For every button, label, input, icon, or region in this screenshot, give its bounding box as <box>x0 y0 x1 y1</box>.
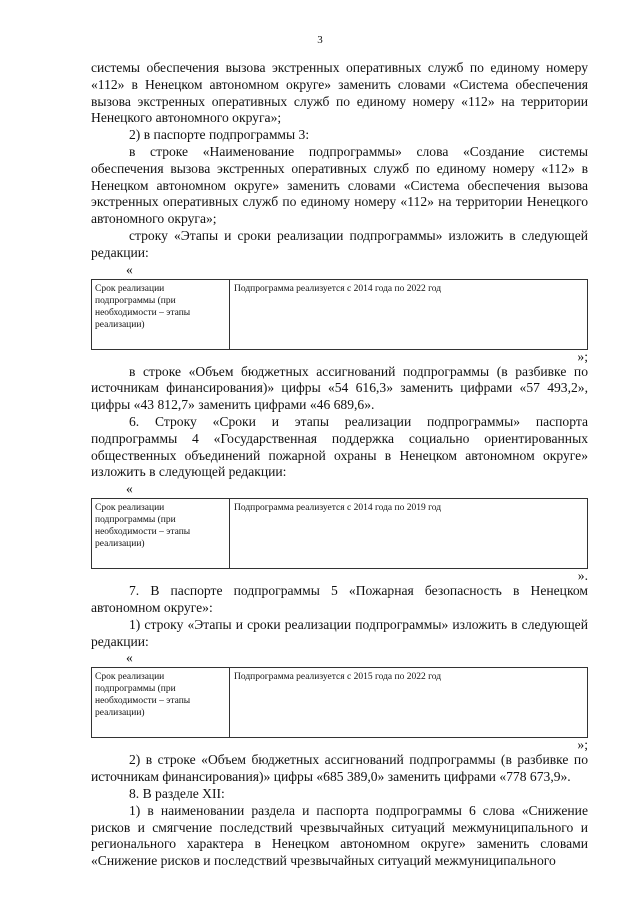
table-label-cell: Срок реализации подпрограммы (при необходимости – этапы реализации) <box>92 668 230 738</box>
table-value-cell: Подпрограмма реализуется с 2014 года по 2022 год <box>230 279 588 349</box>
quote-open-mark: « <box>126 481 133 497</box>
paragraph-item-7-1: 1) строку «Этапы и сроки реализации подпрограммы» изложить в следующей редакции: <box>91 616 588 649</box>
paragraph-item-8-1: 1) в наименовании раздела и паспорта подпрограммы 6 слова «Снижение рисков и смягчение последствий чрезвычайных ситуаций межмуниципального и регионального характера в Ненецком автономном округе» заменить словами «Снижение рисков и последствий чрезвычайных ситуаций межмуниципального <box>91 802 588 869</box>
quote-close-mark: »; <box>577 348 588 364</box>
table-label-cell: Срок реализации подпрограммы (при необходимости – этапы реализации) <box>92 499 230 569</box>
page-number: 3 <box>317 34 323 46</box>
document-body <box>91 60 588 870</box>
table-row <box>92 279 588 349</box>
table-label-cell: Срок реализации подпрограммы (при необходимости – этапы реализации) <box>92 279 230 349</box>
paragraph-item-7: 7. В паспорте подпрограммы 5 «Пожарная безопасность в Ненецком автономном округе»: <box>91 583 588 615</box>
paragraph-stages-row: строку «Этапы и сроки реализации подпрограммы» изложить в следующей редакции: <box>91 227 588 260</box>
quote-close-mark: »; <box>577 737 588 753</box>
paragraph-item-6: 6. Строку «Сроки и этапы реализации подпрограммы» паспорта подпрограммы 4 «Государственная поддержка социально ориентированных общественных объединений пожарной охраны в Ненецком автономном округе» изложить в следующей редакции: <box>91 413 588 480</box>
table-row <box>92 668 588 738</box>
quote-open-mark: « <box>126 261 133 277</box>
paragraph-item-8: 8. В разделе XII: <box>129 785 225 801</box>
timeline-table-2 <box>91 498 588 569</box>
timeline-table-3 <box>91 667 588 738</box>
table-row <box>92 499 588 569</box>
paragraph-item-7-2: 2) в строке «Объем бюджетных ассигнований подпрограммы (в разбивке по источникам финансирования)» цифры «685 389,0» заменить цифрами «778 673,9». <box>91 752 588 785</box>
table-value-cell: Подпрограмма реализуется с 2015 года по 2022 год <box>230 668 588 738</box>
paragraph-continuation: системы обеспечения вызова экстренных оперативных служб по единому номеру «112» в Ненецком автономном округе» заменить словами «Система обеспечения вызова экстренных оперативных служб по единому номеру «112» на территории Ненецкого автономного округа»; <box>91 60 588 126</box>
paragraph-item-2: 2) в паспорте подпрограммы 3: <box>129 127 310 143</box>
paragraph-name-row: в строке «Наименование подпрограммы» слова «Создание системы обеспечения вызова экстренных оперативных служб по единому номеру «112» в Ненецком автономном округе» заменить словами «Система обеспечения вызова экстренных оперативных служб по единому номеру «112» на территории Ненецкого автономного округа»; <box>91 143 588 227</box>
table-value-cell: Подпрограмма реализуется с 2014 года по 2019 год <box>230 499 588 569</box>
quote-close-mark: ». <box>577 568 588 584</box>
quote-open-mark: « <box>126 650 133 666</box>
timeline-table-1 <box>91 279 588 350</box>
paragraph-budget-row: в строке «Объем бюджетных ассигнований подпрограммы (в разбивке по источникам финансирования)» цифры «54 616,3» заменить цифрами «57 493,2», цифры «43 812,7» заменить цифрами «46 689,6». <box>91 363 588 413</box>
